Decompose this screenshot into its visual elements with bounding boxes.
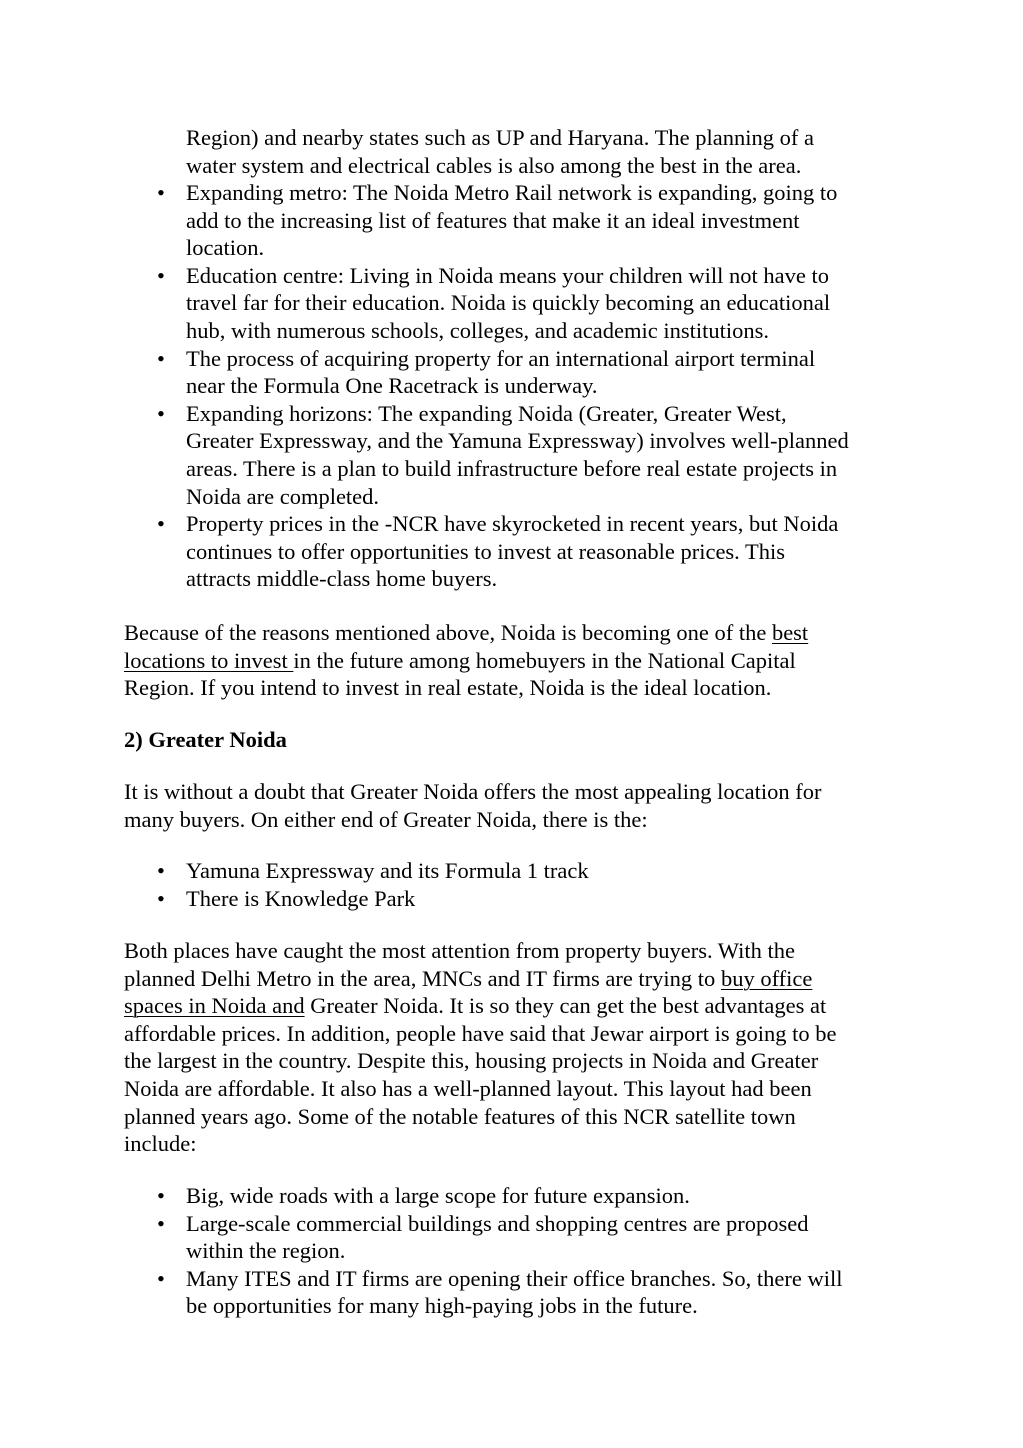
- text-line: Noida are completed.: [186, 483, 380, 509]
- noida-features-list: [124, 179, 914, 593]
- text-line: Big, wide roads with a large scope for future expansion.: [186, 1183, 690, 1208]
- list-item: [124, 1265, 914, 1320]
- text-line: Region) and nearby states such as UP and Haryana. The planning of a: [186, 125, 814, 150]
- text-fragment: Greater Noida. It is so they can get the best advantages at: [304, 993, 827, 1019]
- text-line: Property prices in the -NCR have skyrocketed in recent years, but Noida: [186, 511, 839, 537]
- list-item: [124, 179, 914, 262]
- section-heading: 2) Greater Noida: [124, 727, 287, 752]
- list-item: [124, 885, 914, 913]
- text-fragment: planned Delhi Metro in the area, MNCs and IT firms are trying to: [124, 965, 721, 991]
- bullet-icon: •: [157, 400, 165, 426]
- text-line: [124, 619, 914, 647]
- bullet-icon: •: [157, 345, 165, 371]
- text-line: near the Formula One Racetrack is underway.: [186, 373, 598, 399]
- buy-office-spaces-link-continued[interactable]: spaces in Noida and: [124, 993, 305, 1019]
- text-line: many buyers. On either end of Greater Noida, there is the:: [124, 806, 648, 832]
- text-line: [124, 965, 914, 993]
- intro-paragraph: [124, 778, 914, 833]
- bullet-icon: •: [157, 1265, 165, 1291]
- greater-noida-features-list: [124, 1182, 914, 1320]
- text-line: Education centre: Living in Noida means your children will not have to: [186, 262, 829, 288]
- text-line: the largest in the country. Despite this, housing projects in Noida and Greater: [124, 1048, 819, 1074]
- text-line: Expanding horizons: The expanding Noida (Greater, Greater West,: [186, 400, 787, 426]
- buy-office-spaces-link[interactable]: buy office: [720, 965, 813, 991]
- text-line: location.: [186, 235, 265, 261]
- best-locations-link[interactable]: best: [771, 620, 809, 645]
- text-line: within the region.: [186, 1238, 346, 1264]
- text-line: The process of acquiring property for an international airport terminal: [186, 345, 816, 371]
- list-item: [124, 345, 914, 400]
- list-item: [124, 857, 914, 885]
- text-line: areas. There is a plan to build infrastructure before real estate projects in: [186, 455, 838, 481]
- bullet-icon: •: [157, 885, 165, 911]
- list-item: [124, 262, 914, 345]
- attention-paragraph: [124, 937, 914, 1158]
- text-line: be opportunities for many high-paying jobs in the future.: [186, 1293, 698, 1319]
- text-fragment: Because of the reasons mentioned above, Noida is becoming one of the: [124, 620, 772, 645]
- list-item: [124, 400, 914, 510]
- text-line: Large-scale commercial buildings and shopping centres are proposed: [186, 1210, 809, 1236]
- text-line: continues to offer opportunities to invest at reasonable prices. This: [186, 538, 786, 564]
- text-line: attracts middle-class home buyers.: [186, 566, 498, 592]
- text-line: Yamuna Expressway and its Formula 1 track: [186, 858, 589, 883]
- text-line: It is without a doubt that Greater Noida offers the most appealing location for: [124, 779, 822, 804]
- text-line: [124, 647, 914, 675]
- text-line: travel far for their education. Noida is quickly becoming an educational: [186, 290, 831, 316]
- bullet-icon: •: [157, 858, 165, 883]
- text-line: [124, 992, 914, 1020]
- list-item: [124, 1182, 914, 1210]
- text-line: affordable prices. In addition, people have said that Jewar airport is going to be: [124, 1020, 837, 1046]
- text-line: Greater Expressway, and the Yamuna Expressway) involves well-planned: [186, 428, 849, 454]
- greater-noida-ends-list: [124, 857, 914, 912]
- text-line: There is Knowledge Park: [186, 885, 416, 911]
- text-fragment: in the future among homebuyers in the National Capital: [293, 647, 796, 673]
- bullet-icon: •: [157, 1183, 165, 1208]
- text-line: Expanding metro: The Noida Metro Rail network is expanding, going to: [186, 180, 838, 205]
- continuation-text: [186, 124, 916, 179]
- list-item: [124, 1210, 914, 1265]
- list-item: [124, 510, 914, 593]
- best-locations-link-continued[interactable]: locations to invest: [124, 647, 294, 673]
- text-line: planned years ago. Some of the notable features of this NCR satellite town: [124, 1103, 796, 1129]
- text-line: Region. If you intend to invest in real estate, Noida is the ideal location.: [124, 675, 772, 701]
- text-line: water system and electrical cables is also among the best in the area.: [186, 152, 802, 178]
- bullet-icon: •: [157, 1210, 165, 1236]
- bullet-icon: •: [157, 262, 165, 288]
- conclusion-paragraph: [124, 619, 914, 702]
- text-line: Noida are affordable. It also has a well-planned layout. This layout had been: [124, 1075, 812, 1101]
- text-line: add to the increasing list of features that make it an ideal investment: [186, 207, 800, 233]
- text-line: Both places have caught the most attention from property buyers. With the: [124, 938, 796, 963]
- text-line: include:: [124, 1131, 197, 1157]
- text-line: hub, with numerous schools, colleges, and academic institutions.: [186, 317, 770, 343]
- bullet-icon: •: [157, 180, 165, 205]
- text-line: Many ITES and IT firms are opening their office branches. So, there will: [186, 1265, 843, 1291]
- bullet-icon: •: [157, 511, 165, 537]
